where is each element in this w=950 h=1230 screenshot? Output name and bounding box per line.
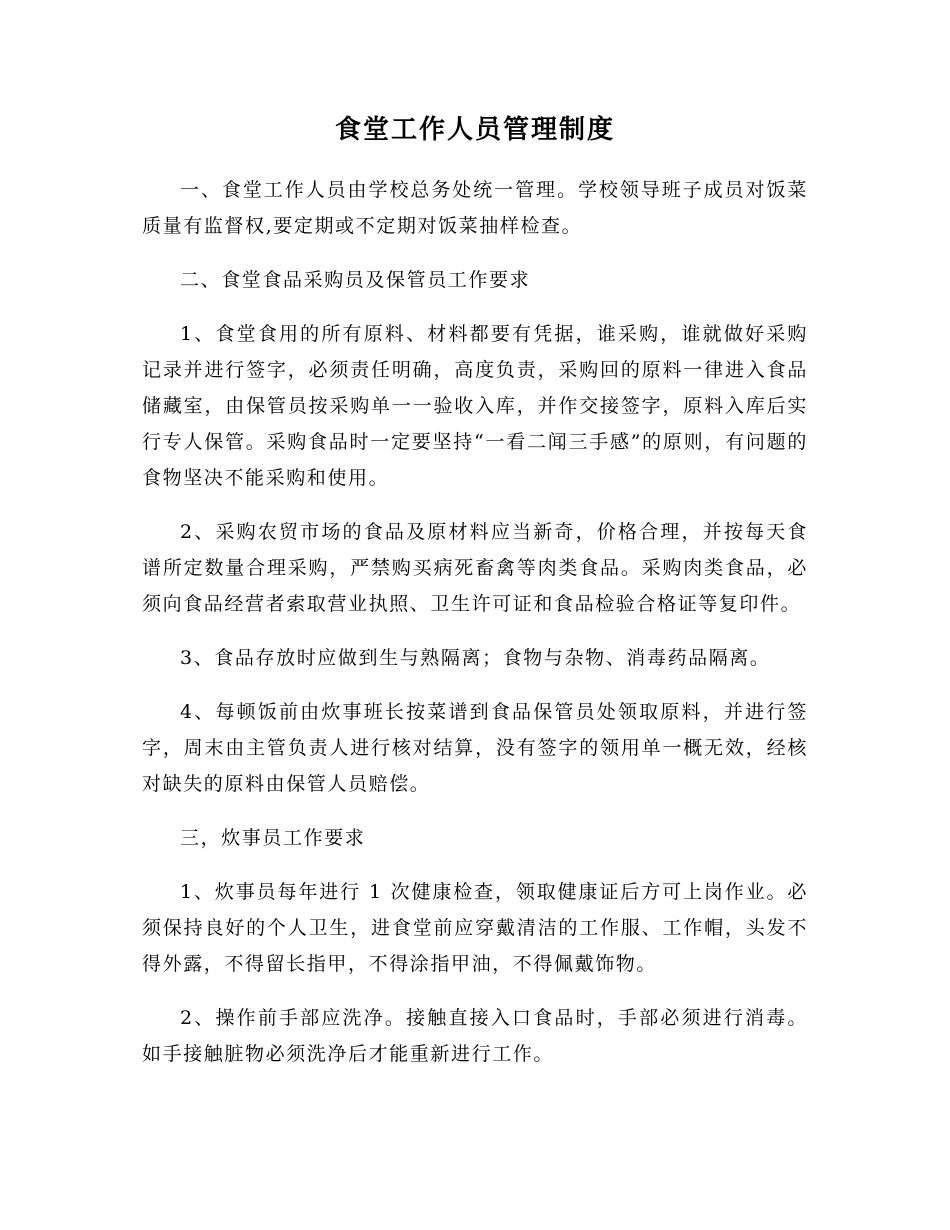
paragraph-cook-item-1: 1、炊事员每年进行 1 次健康检查，领取健康证后方可上岗作业。必须保持良好的个人卫生，进食堂前应穿戴清洁的工作服、工作帽，头发不得外露，不得留长指甲，不得涂指甲油，不得佩戴饰物。 [142, 881, 808, 975]
paragraph-section-1: 一、食堂工作人员由学校总务处统一管理。学校领导班子成员对饭菜质量有监督权,要定期或不定期对饭菜抽样检查。 [142, 179, 808, 237]
paragraph-item-1: 1、食堂食用的所有原料、材料都要有凭据，谁采购，谁就做好采购记录并进行签字，必须责任明确，高度负责，采购回的原料一律进入食品储藏室，由保管员按采购单一一验收入库，并作交接签字，原料入库后实行专人保管。采购食品时一定要坚持“一看二闻三手感”的原则，有问题的食物坚决不能采购和使用。 [142, 323, 808, 489]
document-page [142, 108, 808, 1090]
document-title: 食堂工作人员管理制度 [334, 115, 615, 145]
paragraph-section-3-heading: 三，炊事员工作要求 [180, 827, 366, 849]
paragraph-item-4: 4、每顿饭前由炊事班长按菜谱到食品保管员处领取原料，并进行签字，周末由主管负责人进行核对结算，没有签字的领用单一概无效，经核对缺失的原料由保管人员赔偿。 [142, 701, 808, 795]
paragraph-cook-item-2: 2、操作前手部应洗净。接触直接入口食品时，手部必须进行消毒。 如手接触脏物必须洗净后才能重新进行工作。 [142, 1007, 808, 1065]
paragraph-section-2-heading: 二、食堂食品采购员及保管员工作要求 [180, 269, 531, 291]
paragraph-item-3: 3、食品存放时应做到生与熟隔离；食物与杂物、消毒药品隔离。 [180, 647, 771, 669]
paragraph-item-2: 2、采购农贸市场的食品及原材料应当新奇，价格合理，并按每天食谱所定数量合理采购，严禁购买病死畜禽等肉类食品。采购肉类食品，必须向食品经营者索取营业执照、卫生许可证和食品检验合格证等复印件。 [142, 521, 808, 615]
